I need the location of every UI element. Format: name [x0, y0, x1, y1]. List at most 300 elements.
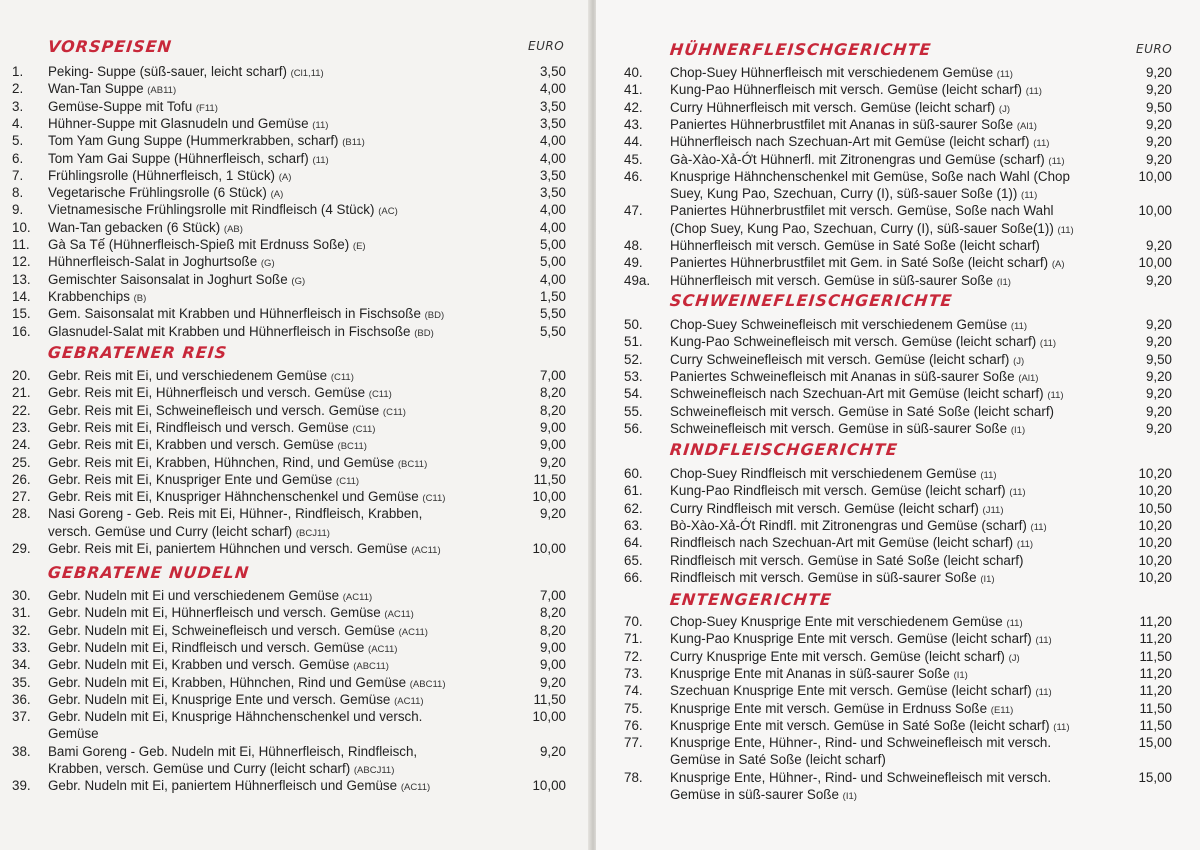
- item-description: [670, 751, 886, 768]
- item-description: [48, 523, 330, 542]
- menu-item: [596, 630, 1200, 647]
- item-price: 11,20: [1139, 631, 1172, 647]
- item-number: 56.: [624, 420, 643, 436]
- item-number: 8.: [12, 185, 24, 201]
- item-price: 4,00: [539, 133, 566, 149]
- item-number: 76.: [624, 717, 643, 733]
- menu-item: [0, 63, 592, 80]
- menu-item: [596, 734, 1200, 769]
- allergen-code: (A): [1051, 259, 1065, 271]
- item-description: [670, 220, 1074, 239]
- item-price: 11,20: [1139, 614, 1172, 629]
- item-number: 36.: [12, 691, 31, 707]
- item-text: Hühnerfleisch mit versch. Gemüse in Saté Soße (leicht scharf): [670, 238, 1040, 253]
- item-number: 40.: [624, 65, 643, 80]
- menu-item: [596, 569, 1200, 586]
- item-description: [670, 64, 1013, 83]
- allergen-code: (I1): [842, 790, 857, 802]
- menu-item: [0, 587, 592, 604]
- item-text: Knusprige Ente mit Ananas in süß-saurer Soße: [670, 665, 950, 681]
- item-text: Gebr. Nudeln mit Ei, Krabben und versch. Gemüse: [48, 657, 350, 673]
- item-number: 63.: [624, 517, 643, 533]
- item-number: 62.: [624, 500, 643, 516]
- menu-page-left: [0, 0, 592, 850]
- item-price: 9,20: [1145, 82, 1172, 98]
- menu-item: [596, 316, 1200, 333]
- allergen-code: (E11): [990, 704, 1014, 716]
- item-text: Gà-Xào-Xả-Ớt Hühnerfl. mit Zitronengras und Gemüse (scharf): [670, 151, 1045, 167]
- item-price: 10,00: [532, 778, 566, 794]
- item-number: 42.: [624, 99, 643, 115]
- menu-item: [596, 168, 1200, 203]
- allergen-code: (C11): [336, 475, 360, 487]
- allergen-code: (I1): [1010, 424, 1026, 436]
- item-number: 22.: [12, 402, 31, 418]
- menu-item: [0, 656, 592, 673]
- item-number: 25.: [12, 454, 31, 470]
- item-description: [670, 151, 1065, 170]
- item-number: 50.: [624, 317, 643, 332]
- section-heading: ENTENGERICHTE: [669, 590, 833, 609]
- item-text: Gebr. Nudeln mit Ei, Krabben, Hühnchen, Rind und Gemüse: [48, 674, 407, 690]
- item-number: 27.: [12, 489, 31, 505]
- item-number: 3.: [12, 98, 24, 114]
- item-price: 8,20: [539, 385, 566, 401]
- menu-item: [0, 80, 592, 97]
- item-description: [48, 725, 99, 742]
- section-heading: GEBRATENER REIS: [47, 343, 229, 362]
- item-price: 3,50: [539, 167, 566, 183]
- item-description: [670, 403, 1054, 420]
- allergen-code: (BD): [414, 327, 434, 339]
- item-description: [48, 604, 414, 623]
- allergen-code: (G): [291, 275, 306, 287]
- item-number: 66.: [624, 569, 643, 585]
- item-text: Schweinefleisch mit versch. Gemüse in Saté Soße (leicht scharf): [670, 403, 1055, 419]
- menu-item: [596, 272, 1200, 289]
- item-number: 55.: [624, 403, 643, 419]
- item-number: 74.: [624, 683, 643, 699]
- menu-item: [596, 368, 1200, 385]
- item-price: 9,20: [1145, 386, 1172, 402]
- item-description: [48, 454, 427, 473]
- item-text: Knusprige Ente, Hühner-, Rind- und Schweinefleisch mit versch.: [670, 735, 1052, 751]
- item-text: Gebr. Nudeln mit Ei, Knusprige Ente und versch. Gemüse: [48, 691, 391, 707]
- item-text: Wan-Tan Suppe: [48, 81, 144, 97]
- item-text: Hühnerfleisch mit versch. Gemüse in süß-saurer Soße: [670, 272, 993, 288]
- menu-item: [0, 674, 592, 691]
- allergen-code: (ABC11): [353, 661, 389, 673]
- item-price: 10,20: [1138, 569, 1172, 585]
- menu-item: [0, 743, 592, 778]
- item-price: 5,00: [539, 237, 566, 252]
- item-number: 28.: [12, 506, 31, 522]
- item-number: 29.: [12, 541, 31, 556]
- allergen-code: (J11): [982, 504, 1004, 516]
- item-price: 9,20: [539, 743, 566, 759]
- item-price: 10,00: [532, 489, 566, 505]
- menu-item: [0, 471, 592, 488]
- item-description: [670, 351, 1024, 370]
- item-text: Krabbenchips: [48, 288, 130, 304]
- item-description: [670, 613, 1023, 632]
- item-text: Rindfleisch mit versch. Gemüse in süß-saurer Soße: [670, 569, 977, 585]
- item-text: Paniertes Hühnerbrustfilet mit Gem. in Saté Soße (leicht scharf): [670, 255, 1049, 271]
- item-description: [670, 465, 997, 484]
- item-text: Suey, Kung Pao, Szechuan, Curry (I), süß-sauer Soße (1)): [670, 186, 1018, 202]
- item-text: Rindfleisch mit versch. Gemüse in Saté Soße (leicht scharf): [670, 552, 1024, 568]
- item-number: 12.: [12, 254, 31, 270]
- menu-item: [596, 648, 1200, 665]
- item-price: 9,00: [539, 437, 566, 453]
- menu-item: [0, 305, 592, 322]
- item-description: [670, 385, 1064, 404]
- allergen-code: (11): [312, 154, 329, 166]
- item-price: 11,20: [1139, 665, 1172, 681]
- item-text: Peking- Suppe (süß-sauer, leicht scharf): [48, 64, 287, 79]
- item-text: Nasi Goreng - Geb. Reis mit Ei, Hühner-, Rindfleisch, Krabben,: [48, 506, 423, 522]
- item-number: 38.: [12, 743, 31, 759]
- item-description: [670, 185, 1037, 204]
- menu-item: [596, 552, 1200, 569]
- allergen-code: (J): [1008, 652, 1020, 664]
- item-description: [670, 769, 1051, 786]
- allergen-code: (A): [270, 189, 284, 201]
- allergen-code: (AC11): [398, 626, 428, 638]
- item-text: Krabben, versch. Gemüse und Curry (leicht scharf): [48, 760, 351, 776]
- item-description: [670, 682, 1052, 701]
- item-number: 64.: [624, 535, 643, 551]
- item-number: 10.: [12, 219, 31, 235]
- allergen-code: (11): [1033, 138, 1050, 150]
- currency-label: EURO: [1136, 42, 1173, 56]
- item-price: 10,00: [1138, 203, 1172, 219]
- item-text: Knusprige Ente mit versch. Gemüse in Saté Soße (leicht scharf): [670, 717, 1050, 733]
- menu-item: [0, 488, 592, 505]
- allergen-code: (11): [1057, 224, 1074, 236]
- item-text: Kung-Pao Hühnerfleisch mit versch. Gemüse (leicht scharf): [670, 82, 1023, 98]
- item-text: Schweinefleisch nach Szechuan-Art mit Gemüse (leicht scharf): [670, 386, 1044, 402]
- item-text: Chop-Suey Schweinefleisch mit verschiedenem Gemüse: [670, 317, 1008, 332]
- menu-item: [596, 333, 1200, 350]
- menu-item: [0, 115, 592, 132]
- item-description: [670, 237, 1040, 254]
- item-price: 11,50: [533, 471, 566, 487]
- item-description: [48, 436, 367, 455]
- item-description: [48, 288, 146, 307]
- menu-item: [0, 236, 592, 253]
- allergen-code: (11): [312, 119, 329, 131]
- item-number: 54.: [624, 386, 643, 402]
- item-description: [670, 272, 1011, 291]
- item-description: [48, 219, 243, 238]
- item-price: 10,00: [1138, 255, 1172, 271]
- allergen-code: (11): [996, 69, 1013, 80]
- menu-item: [0, 691, 592, 708]
- item-description: [48, 236, 366, 255]
- item-description: [48, 471, 359, 490]
- item-text: Tom Yam Gung Suppe (Hummerkrabben, scharf): [48, 133, 339, 149]
- item-description: [48, 63, 324, 82]
- item-number: 46.: [624, 168, 643, 184]
- item-number: 20.: [12, 368, 31, 383]
- menu-item: [596, 237, 1200, 254]
- item-price: 9,20: [1145, 238, 1172, 253]
- item-text: Paniertes Hühnerbrustfilet mit Ananas in süß-saurer Soße: [670, 116, 1014, 132]
- menu-item: [0, 777, 592, 794]
- allergen-code: (11): [1006, 618, 1023, 629]
- item-text: Glasnudel-Salat mit Krabben und Hühnerfleisch in Fischsoße: [48, 323, 411, 339]
- item-price: 9,20: [1145, 151, 1172, 167]
- item-number: 2.: [12, 81, 24, 97]
- item-price: 10,20: [1138, 483, 1172, 499]
- item-description: [670, 534, 1033, 553]
- item-price: 4,00: [539, 150, 566, 166]
- item-text: Gebr. Nudeln mit Ei, Rindfleisch und versch. Gemüse: [48, 639, 365, 655]
- allergen-code: (I1): [980, 573, 995, 585]
- item-text: Kung-Pao Schweinefleisch mit versch. Gemüse (leicht scharf): [670, 334, 1037, 350]
- item-text: Curry Knusprige Ente mit versch. Gemüse (leicht scharf): [670, 648, 1005, 664]
- item-number: 21.: [12, 385, 31, 401]
- item-text: Vietnamesische Frühlingsrolle mit Rindfleisch (4 Stück): [48, 202, 375, 218]
- item-price: 11,50: [533, 691, 566, 707]
- menu-item: [596, 420, 1200, 437]
- menu-item: [596, 81, 1200, 98]
- currency-label: EURO: [528, 39, 565, 53]
- allergen-code: (C11): [368, 389, 392, 401]
- item-number: 77.: [624, 735, 643, 751]
- item-text: (Chop Suey, Kung Pao, Szechuan, Curry (I), süß-sauer Soße(1)): [670, 220, 1054, 236]
- item-description: [48, 98, 218, 117]
- item-price: 9,20: [1145, 116, 1172, 132]
- allergen-code: (ABC11): [409, 678, 446, 690]
- item-description: [670, 482, 1026, 501]
- item-price: 9,20: [1145, 334, 1172, 350]
- menu-item: [0, 167, 592, 184]
- item-price: 4,00: [539, 219, 566, 235]
- item-price: 10,00: [1138, 168, 1172, 184]
- allergen-code: (J): [1013, 355, 1025, 367]
- item-description: [670, 665, 968, 684]
- item-number: 71.: [624, 631, 643, 647]
- item-number: 44.: [624, 134, 643, 150]
- item-price: 7,00: [539, 368, 566, 383]
- item-number: 52.: [624, 351, 643, 367]
- item-description: [48, 419, 375, 438]
- allergen-code: (AC): [378, 206, 398, 218]
- item-price: 9,20: [1145, 317, 1172, 332]
- item-price: 5,50: [539, 323, 566, 339]
- item-price: 9,20: [1145, 65, 1172, 80]
- item-description: [48, 760, 394, 779]
- allergen-code: (BD): [424, 310, 445, 322]
- item-description: [670, 500, 1004, 519]
- menu-item: [596, 500, 1200, 517]
- item-price: 4,00: [539, 81, 566, 97]
- menu-item: [596, 682, 1200, 699]
- item-price: 5,00: [539, 254, 566, 270]
- item-number: 26.: [12, 471, 31, 487]
- item-text: Gebr. Nudeln mit Ei, Schweinefleisch und versch. Gemüse: [48, 622, 395, 638]
- item-number: 72.: [624, 648, 643, 664]
- allergen-code: (B11): [342, 137, 365, 149]
- menu-item: [0, 367, 592, 384]
- allergen-code: (BCJ11): [295, 527, 330, 539]
- section-heading: VORSPEISEN: [47, 37, 173, 56]
- menu-item: [0, 604, 592, 621]
- allergen-code: (G): [260, 258, 275, 270]
- item-price: 9,20: [539, 674, 566, 690]
- menu-item: [0, 454, 592, 471]
- item-number: 61.: [624, 483, 643, 499]
- item-price: 9,00: [539, 657, 566, 673]
- item-text: Paniertes Schweinefleisch mit Ananas in süß-saurer Soße: [670, 368, 1015, 384]
- item-price: 9,20: [1145, 272, 1172, 288]
- menu-item: [596, 665, 1200, 682]
- allergen-code: (11): [1030, 521, 1047, 533]
- item-price: 11,50: [1139, 648, 1172, 664]
- item-text: Gebr. Reis mit Ei, Schweinefleisch und versch. Gemüse: [48, 402, 380, 418]
- allergen-code: (11): [1047, 390, 1064, 402]
- item-text: Chop-Suey Hühnerfleisch mit verschiedenem Gemüse: [670, 65, 994, 80]
- allergen-code: (BC11): [337, 441, 367, 453]
- item-description: [670, 630, 1052, 649]
- item-description: [670, 517, 1047, 536]
- item-number: 41.: [624, 82, 643, 98]
- item-number: 75.: [624, 700, 643, 716]
- item-price: 4,00: [539, 271, 566, 287]
- menu-item: [0, 708, 592, 743]
- allergen-code: (ABCJ11): [353, 764, 395, 776]
- item-description: [670, 717, 1070, 736]
- item-number: 9.: [12, 202, 24, 218]
- menu-page-right: [596, 0, 1200, 850]
- item-description: [48, 150, 329, 169]
- menu-item: [596, 151, 1200, 168]
- menu-item: [596, 133, 1200, 150]
- item-text: Gebr. Reis mit Ei, Krabben und versch. Gemüse: [48, 437, 334, 453]
- allergen-code: (E): [352, 241, 366, 252]
- item-number: 78.: [624, 769, 643, 785]
- item-description: [670, 81, 1042, 100]
- menu-item: [596, 403, 1200, 420]
- item-number: 39.: [12, 778, 31, 794]
- item-price: 9,20: [1145, 420, 1172, 436]
- allergen-code: (BC11): [397, 458, 428, 470]
- allergen-code: (Al1): [1018, 372, 1039, 384]
- item-number: 13.: [12, 271, 31, 287]
- item-price: 10,50: [1138, 500, 1172, 516]
- item-number: 35.: [12, 674, 31, 690]
- item-number: 31.: [12, 605, 31, 621]
- section-heading: RINDFLEISCHGERICHTE: [669, 440, 899, 459]
- item-text: Gemüse: [48, 726, 99, 742]
- menu-item: [596, 717, 1200, 734]
- item-description: [48, 253, 275, 272]
- item-price: 5,50: [539, 306, 566, 322]
- menu-item: [596, 534, 1200, 551]
- item-text: Chop-Suey Knusprige Ente mit verschiedenem Gemüse: [670, 614, 1003, 629]
- item-price: 9,20: [1145, 134, 1172, 150]
- menu-item: [596, 116, 1200, 133]
- item-number: 33.: [12, 639, 31, 655]
- allergen-code: (F11): [195, 102, 218, 114]
- item-description: [670, 316, 1027, 335]
- item-price: 9,00: [539, 639, 566, 655]
- menu-item: [0, 419, 592, 436]
- item-text: Gebr. Reis mit Ei, Rindfleisch und versch. Gemüse: [48, 419, 349, 435]
- item-description: [48, 587, 372, 606]
- item-description: [48, 505, 422, 522]
- item-price: 9,20: [539, 506, 566, 522]
- menu-item: [0, 384, 592, 401]
- item-price: 11,20: [1139, 683, 1172, 699]
- item-number: 32.: [12, 622, 31, 638]
- allergen-code: (11): [1009, 487, 1026, 499]
- item-description: [48, 323, 434, 342]
- item-price: 11,50: [1139, 700, 1172, 716]
- item-number: 11.: [12, 237, 30, 252]
- allergen-code: (C11): [422, 493, 446, 505]
- menu-item: [0, 505, 592, 540]
- allergen-code: (11): [1035, 687, 1052, 699]
- item-description: [670, 99, 1010, 118]
- allergen-code: (11): [1021, 190, 1038, 202]
- item-description: [48, 708, 422, 725]
- item-text: Gebr. Nudeln mit Ei und verschiedenem Gemüse: [48, 588, 340, 603]
- item-text: Bami Goreng - Geb. Nudeln mit Ei, Hühnerfleisch, Rindfleisch,: [48, 743, 418, 759]
- item-description: [670, 569, 995, 588]
- item-number: 47.: [624, 203, 643, 219]
- item-price: 1,50: [539, 288, 566, 304]
- item-text: Gebr. Reis mit Ei, Knuspriger Ente und Gemüse: [48, 471, 333, 487]
- item-price: 3,50: [539, 64, 566, 79]
- item-number: 73.: [624, 665, 643, 681]
- item-number: 30.: [12, 588, 31, 603]
- item-price: 3,50: [539, 185, 566, 201]
- item-text: Vegetarische Frühlingsrolle (6 Stück): [48, 185, 267, 201]
- item-text: versch. Gemüse und Curry (leicht scharf): [48, 523, 293, 539]
- item-description: [48, 132, 365, 151]
- item-description: [48, 305, 444, 324]
- menu-item: [0, 622, 592, 639]
- item-number: 51.: [624, 334, 643, 350]
- item-description: [670, 786, 857, 805]
- allergen-code: (11): [1053, 721, 1070, 733]
- item-text: Gemischter Saisonsalat in Joghurt Soße: [48, 271, 288, 287]
- item-number: 65.: [624, 552, 643, 568]
- item-text: Knusprige Ente, Hühner-, Rind- und Schweinefleisch mit versch.: [670, 769, 1052, 785]
- menu-item: [596, 64, 1200, 81]
- item-text: Tom Yam Gai Suppe (Hühnerfleisch, scharf): [48, 150, 309, 166]
- item-number: 5.: [12, 133, 24, 149]
- item-description: [48, 201, 398, 220]
- item-description: [48, 656, 389, 675]
- item-number: 37.: [12, 709, 31, 725]
- item-text: Gebr. Nudeln mit Ei, Hühnerfleisch und versch. Gemüse: [48, 605, 381, 621]
- menu-item: [596, 254, 1200, 271]
- item-description: [670, 333, 1056, 352]
- menu-item: [596, 769, 1200, 804]
- item-text: Curry Rindfleisch mit versch. Gemüse (leicht scharf): [670, 500, 979, 516]
- item-price: 10,00: [532, 541, 566, 556]
- menu-item: [596, 465, 1200, 482]
- item-number: 60.: [624, 466, 643, 481]
- item-description: [48, 488, 445, 507]
- item-description: [670, 420, 1025, 439]
- item-description: [48, 384, 392, 403]
- menu-item: [596, 202, 1200, 237]
